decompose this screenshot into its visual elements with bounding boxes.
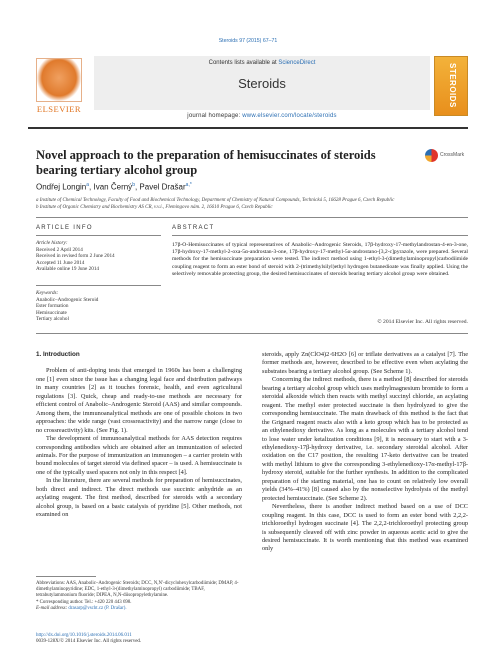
body-paragraph: Nevertheless, there is another indirect method based on a use of DCC coupling reagent. In this case, DCC is used to form an ester bond with 2,2,2-trichloroethyl hydrogen succinate [4]. The 2,2,2-trichloroethyl protecting group is subsequently cleaved off with zinc powder in aqueous acetic acid to give the desired hemisuccinate. It is worth mentioning that this method was examined only [262,503,468,553]
email-note [36,606,242,612]
elsevier-wordmark: ELSEVIER [36,104,82,114]
footnotes [36,581,242,612]
contents-prefix: Contents lists available at [208,60,279,66]
cover-title: STEROIDS [448,63,457,108]
abstract-heading: ABSTRACT [172,225,215,231]
citation-line[interactable]: Steroids 97 (2015) 67–71 [218,38,278,44]
homepage-prefix: journal homepage: [187,113,243,119]
journal-cover-image[interactable] [434,56,468,116]
journal-title: Steroids [238,76,286,91]
body-paragraph: Concerning the indirect methods, there is a method [8] described for steroids bearing a tertiary alcohol group which uses methylmagnesium bromide to form a steroidal alkoxide which then reacts with methyl succinyl chloride, an acylating reagent. The methyl ester protected succinate is then hydrolyzed to give the corresponding hemisuccinate. The main drawback of this method is the fact that the Grignard reagent reacts also with a keto group which has to be protected as an ethylenedioxy derivative. As long as a molecules with a tertiary alcohol tend to lose water under ketalization conditions [9], it is necessary to start with a 3-ethylenedioxy-17β-hydroxy derivative, i.e. secondary steroidal alcohol. After oxidation on the C17 position, the resulting 17-keto derivative can be treated with methyl lithium to give the corresponding 3-ethylenedioxy-17α-methyl-17β-hydroxy steroid, suitable for the further synthesis. In addition to the complicated preparation of the starting material, one has to count on relatively low overall yields (34%–41%) [8] caused also by the nonselective hydrolysis of the methyl protected hemisuccinate. (See Scheme 2). [262,376,468,502]
contents-line [94,60,430,66]
article-title: Novel approach to the preparation of hemisuccinates of steroids bearing tertiary alcohol group [36,148,376,177]
corresponding-author-note: * Corresponding author. Tel.: +420 220 443 698. [36,599,132,605]
divider [36,235,161,236]
abstract-text: 17β-O-Hemisuccinates of typical representatives of Anabolic–Androgenic Steroids, 17β-hydroxy-17-methylandrostan-4-en-3-one, 17β-hydroxy-17-methyl-2-oxa-5α-androstan-3-one, 17β-hydroxy-17-methyl-5α-androstano-[3,2-c]pyrazole, were prepared. Several methods for the hemisuccinate preparation were tested. The indirect method using 1-ethyl-3-(dimethylaminopropyl)carbodiimide coupling reagent to form an ester bond of steroid with 2-(trimethylsilyl)ethyl hydrogen butanedioate was finally applied. Using the selectively removable protecting group, the desired hemisuccinates of steroids bearing tertiary alcohol group were obtained. [172,242,468,277]
email-label: E-mail address: [36,605,69,611]
keywords-label: Keywords: [36,290,59,296]
elsevier-tree-icon [36,58,82,102]
author-name[interactable]: Ondřej Longin [36,182,87,192]
crossmark-icon [425,149,438,162]
article-info-heading: ARTICLE INFO [36,225,93,231]
body-left-column [36,351,242,520]
body-right-column [262,351,468,554]
divider [36,217,468,218]
journal-header [28,56,468,120]
author-name[interactable]: Ivan Černý [93,182,133,192]
affiliation: b Institute of Organic Chemistry and Biochemistry AS CR, v.v.i., Flemingovo nám. 2, 16610 Prague 6, Czech Republic [36,205,273,210]
body-paragraph: In the literature, there are several methods for preparation of hemisuccinates, both direct and indirect. The direct methods use succinic anhydride as an acylating reagent. The first method, described for steroids with a secondary alcohol group, is based on a basic catalysis of pyridine [5]. Other methods, not examined on [36,477,242,519]
body-paragraph: Problem of anti-doping tests that emerged in 1960s has been a challenging one [1] even since the issue has a changing legal face and distribution pathways in many countries [2] as it touches forensic, health, and even agricultural regulations [3]. Quick, cheap and ready-to-use methods are necessary for efficient control of Anabolic–Androgenic Steroid (AAS) and similar compounds. Among them, the immunoanalytical methods are one of possible choices in two approaches: the wide range (vast crossreactivity) and the narrow range (close to no crossreactivity) kits. (See Fig. 1). [36,367,242,434]
page-footer [36,633,336,646]
author-list: Ondřej Longin$^a$, Ivan Černý$^b$, Pavel Drašar$^{a,*}$ [36,182,192,192]
header-rule [28,127,468,129]
history-item: Available online 19 June 2014 [36,266,100,273]
elsevier-logo[interactable] [28,56,90,116]
keywords [36,290,161,323]
author-affiliation-mark[interactable]: a [86,182,90,188]
keyword: Anabolic–Androgenic Steroid [36,296,99,303]
body-paragraph: The development of immunoanalytical methods for AAS detection requires corresponding antibodies which are obtained after an immunization of selected animals. For the purpose of immunization an immunogen – a carrier protein with bound molecules of target steroid via defined spacer – is used. A hemisuccinate is one of the typically used spacers not only in this respect [4]. [36,435,242,476]
abbreviations-note: Abbreviations: AAS, Anabolic–Androgenic Steroids; DCC, N,N′-dicyclohexylcarbodiimide; DMAP, 4-dimethylaminopyridine; EDC, 1-ethyl-3-(dimethylaminopropyl) carbodiimide; TBAF, tetrabutylammonium fluoride; DIPEA, N,N-diisopropylethylamine. [36,581,239,599]
sciencedirect-link[interactable]: ScienceDirect [278,60,316,66]
homepage-link[interactable]: www.elsevier.com/locate/steroids [242,113,337,119]
history-item: Received 2 April 2014 [36,246,83,253]
divider [36,285,161,286]
email-link[interactable]: drasarp@vscht.cz (P. Drašar). [68,605,127,611]
section-heading: 1. Introduction [36,351,80,358]
keyword: Ester formation [36,303,69,310]
history-label: Article history: [36,240,68,246]
footnote-rule [36,576,96,577]
keyword: Tertiary alcohol [36,316,69,323]
history-item: Accepted 11 June 2014 [36,259,85,266]
affiliation: a Institute of Chemical Technology, Faculty of Food and Biochemical Technology, Department of Chemistry of Natural Compounds, Technická 5, 16628 Prague 6, Czech Republic [36,198,395,203]
journal-title-box [94,56,430,110]
article-history [36,240,161,273]
crossmark-label: CrossMark [440,152,465,158]
crossmark-badge[interactable] [425,149,465,169]
doi-link[interactable]: http://dx.doi.org/10.1016/j.steroids.2014.06.011 [36,633,132,638]
divider [36,333,468,334]
issn-line: 0039-128X/© 2014 Elsevier Inc. All rights reserved. [36,639,142,645]
divider [172,235,468,236]
author-name[interactable]: Pavel Drašar [139,182,186,192]
journal-homepage-line [94,113,430,119]
abstract-copyright: © 2014 Elsevier Inc. All rights reserved. [377,319,468,325]
body-paragraph: steroids, apply Zn(ClO4)2·6H2O [6] or triflate derivatives as a catalyst [7]. The former methods are, however, described to be effective even when acylating the substrates bearing a tertiary alcohol group. (See Scheme 1). [262,351,468,375]
author-affiliation-mark[interactable]: b [132,182,135,188]
author-affiliation-mark[interactable]: a,* [185,182,192,188]
keyword: Hemisuccinate [36,309,67,316]
history-item: Received in revised form 2 June 2014 [36,253,115,260]
